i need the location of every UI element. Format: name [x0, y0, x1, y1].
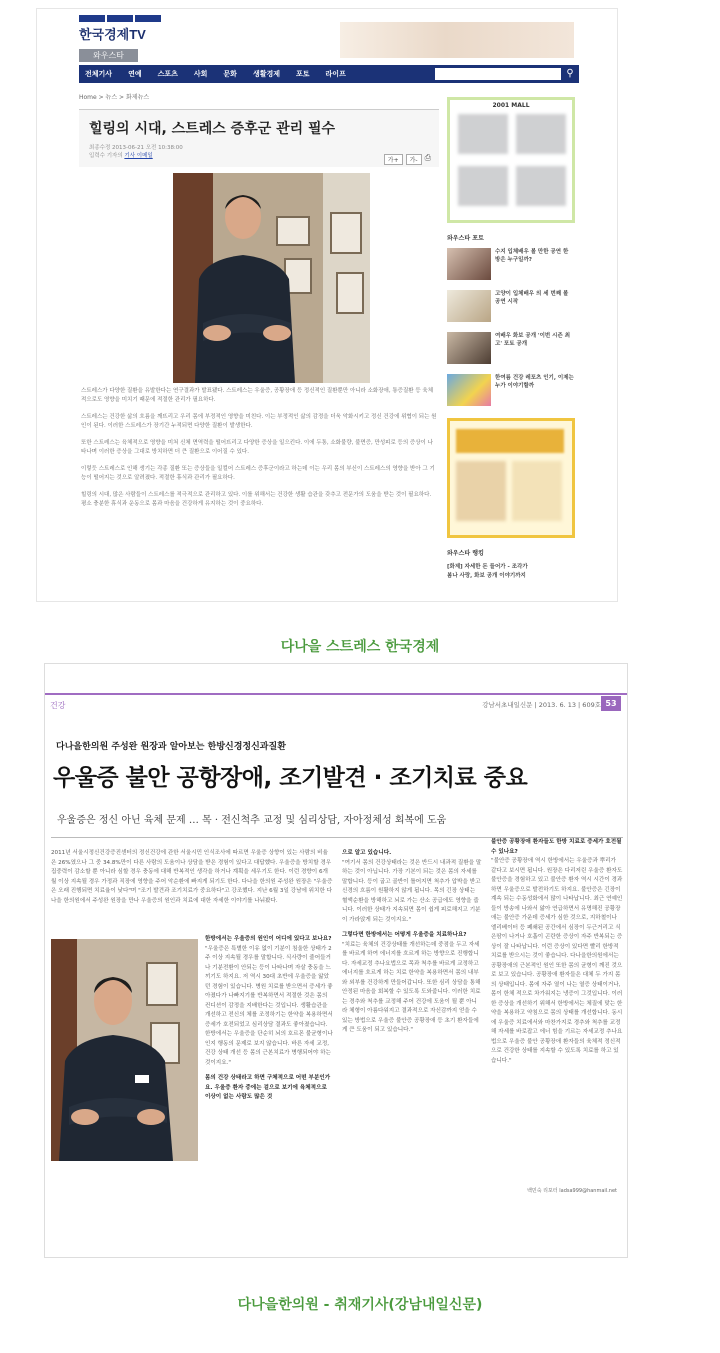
article-author: 입력수 기자의 — [89, 153, 123, 159]
news-clipping-hankyung — [36, 8, 618, 602]
reporter-byline: 백민숙 리포터 ladsa999@hanmail.net — [527, 1188, 617, 1194]
sidebar-ad[interactable] — [447, 418, 575, 538]
article-kicker: 다나을한의원 주성완 원장과 알아보는 한방신경정신과질환 — [56, 742, 286, 752]
answer-text: "우울증은 특별한 이유 없이 기분이 침울한 상태가 2주 이상 지속될 경우를 말합니다. 식사량이 줄어들거나 기분전환이 안되는 등이 나타나며 자살 충동을 느끼기도 하지요. 저 역시 30대 초반에 우울증을 앓았던 경험이 있습니다. 병원 치료를 받으면서 증세가 좋아졌다가 나빠지기를 반복하면서 적절한 것은 몸의 컨디션이 감정을 지배한다는 것입니다. 생활습관을 개선하고 전신의 체를 조정하기는 한약을 복용하면서 증세가 호전되었고 심리상담 결과도 좋아졌습니다. 한방에서는 우울증을 단순히 뇌의 호르몬 불균형이나 인지 행동의 문제로 보지 않습니다. 바른 자세 교정, 건강 상태 개선 등 몸의 근본치료가 병행되어야 하는 것이지요." — [205, 945, 333, 1066]
sidebar-news-item[interactable] — [447, 248, 575, 284]
nav-item[interactable]: 사회 — [193, 70, 208, 78]
mall-product[interactable] — [458, 166, 508, 206]
article-date: 최종수정 2013-06-21 오전 10:38:00 — [89, 145, 183, 151]
news-clipping-gangnam — [44, 663, 628, 1258]
intro-paragraph: 2011년 서울시정신건강증진센터의 정신건강에 관한 서울시민 인식조사에 따르면 우울증 상향이 있는 사람의 비율은 26%였으나 그 중 34.8%만이 다른 사람의 도움이나 상담을 받은 경험이 있다고 대답했다. 우울증을 방치할 경우 집중력이 감소할 뿐 아니라 심할 경우 충동에 대해 반복적인 생각을 하거나 계획을 세우기도 한다. 이런 경향이 6개월 이상 지속될 경우 가정과 직장에 영향을 주어 악순환에 빠지게 되기도 한다. 다나을 한의원 주성완 원장은 "우울증은 오래 진행되면 치료율이 낮다"며 "조기 발견과 조기치료가 중요하다"고 강조했다. 지난 6월 3일 강남에 위치한 다나을 한의원에서 주성완 원장을 만나 우울증의 원인과 치료에 대한 자세한 이야기를 나눠봤다. — [51, 850, 333, 904]
nav-item[interactable]: 연예 — [128, 70, 142, 78]
nav-item[interactable]: 문화 — [223, 70, 237, 78]
question-heading: 불안증 공황장애 환자들도 한방 치료로 증세가 호전될 수 있나요? — [491, 839, 622, 855]
nav-item[interactable]: 스포츠 — [157, 70, 178, 78]
question-continuation: 으로 알고 있습니다. — [342, 850, 392, 856]
answer-text: "여기서 몸의 건강상태라는 것은 반드시 내과적 질환을 말하는 것이 아닙니다. 가장 기본이 되는 것은 몸의 자세를 말합니다. 등이 굽고 골반이 틀어지면 척추가 압박을 받고 신경의 흐름이 원활하지 않게 됩니다. 목의 긴장 상태는 혈액순환을 방해하고 뇌로 가는 산소 공급에도 영향을 줍니다. 이러한 상태가 지속되면 몸이 쉽게 피로해지고 기분이 가라앉게 되는 것이지요." — [342, 859, 482, 923]
site-logo — [79, 15, 161, 62]
mall-title: 2001 MALL — [492, 102, 530, 109]
article-paragraph: 이렇듯 스트레스로 인해 생기는 각종 질환 또는 증상들을 일컬어 스트레스 증후군이라고 하는데 이는 우리 몸의 부신이 스트레스의 영향을 받아 그 기능이 떨어지는 것으로 알려졌다. 적절한 휴식과 관리가 필요하다. — [81, 466, 435, 481]
article-author-line — [89, 152, 183, 160]
article-paragraph: 스트레스는 건강한 삶의 흐름을 깨뜨리고 우리 몸에 부정적인 영향을 미친다. 이는 부정적인 삶의 감정을 더욱 악화시키고 정신 건강에 위협이 되는 원인이 된다. 이러한 스트레스가 장기간 누적되면 다양한 질환이 발생한다. — [81, 414, 437, 429]
sidebar-news-item[interactable] — [447, 332, 575, 368]
logo-subtitle: 와우스타 — [79, 49, 138, 62]
logo-tags — [79, 15, 161, 22]
column-qa-3 — [491, 838, 623, 1066]
answer-text: "치료는 육체의 건강상태를 개선하는데 중점을 두고 자세를 바르게 하여 에너지를 흐르게 하는 방향으로 진행합니다. 자세교정 추나요법으로 목과 척추를 바르게 교정하고 에너지를 흐르게 하는 치료 한약을 복용하면서 몸의 내부와 외부를 건강하게 만들어갑니다. 또한 심리 상담을 통해 안정된 마음을 회복할 수 있도록 도와줍니다. 이러한 치료는 경추와 척추를 교정해 주어 건강에 도움이 될 뿐 아니라 체형이 아름다워지고 결과적으로 자신감까지 얻을 수 있는 방법으로 우울증 불안증 공황장애 등 초기 환자들에게 큰 도움이 되고 있습니다." — [342, 941, 481, 1033]
search-input[interactable] — [435, 68, 561, 80]
answer-text: "불안증 공황장애 역시 한방에서는 우울증과 뿌리가 같다고 보시면 됩니다. 원장은 다리저린 우울증 환자도 불안증을 경험하고 있고 불안증 환자 역시 시간이 경과하면 우울증으로 발전하기도 하지요. 불안증은 긴장이 계속 되는 수동성화에서 많이 나타납니다. 최근 연예인들이 방송에 나와서 앓아 연급하면서 유명해진 공황장애는 불안증 가운데 증세가 심한 것으로, 지하철이나 엘리베이터 등 폐쇄된 공간에서 심장이 두근거리고 식은땀이 나거나 호흡이 곤란한 증상이 자주 반복되는 증상이 잘 나타납니다. 이런 증상이 있다면 빨리 한방적 치료를 받으시는 것이 좋습니다. 다나을한의원에서는 공황장애의 근본적인 원인 또한 몸의 균형이 깨진 것으로 보고 있습니다. 공황장애 환자들은 대체 두 가지 몸의 상태입니다. 몸에 자주 열이 나는 열증 상태이거나, 몸이 한체 적으로 차가워지는 냉증이 그것입니다. 이러한 증상을 개선하기 위해서 한방에서는 체질에 맞는 한약을 복용하고 약침으로 몸의 상태를 개선합니다. 동시에 우울증 치료에서와 마찬가지로 경추와 척추를 교정해 자세를 바로잡고 에너 힘을 기르는 자세교정 추나요법으로 우울증 불안 공황장애 환자들의 육체적 정신적으로 건강한 상태를 지속할 수 있도록 치료를 하고 있습니다." — [491, 858, 623, 1064]
ranking-item[interactable]: [화제] 자세한 돈 들어가 - 조각가 — [447, 564, 528, 570]
sidebar-news-title: 고양이 입체배우 의 세 번째 볼 공연 시작 — [495, 291, 569, 305]
news-thumbnail — [447, 374, 491, 406]
article-body — [81, 387, 437, 517]
top-banner-ad — [340, 22, 574, 58]
question-heading: 한방에서는 우울증의 원인이 어디에 있다고 보나요? — [205, 936, 332, 942]
nav-item[interactable]: 포토 — [296, 70, 310, 78]
column-qa-2 — [342, 849, 482, 1036]
ranking-list — [447, 563, 575, 581]
main-nav — [79, 65, 579, 83]
article-paragraph: 힐링의 시대, 많은 사람들이 스트레스를 적극적으로 관리하고 있다. 이를 위해서는 건강한 생활 습관을 갖추고 전문가의 도움을 받는 것이 필요하다. 평소 충분한 휴식과 운동으로 몸과 마음을 건강하게 유지하는 것이 중요하다. — [81, 492, 432, 507]
search-icon[interactable]: ⚲ — [566, 68, 574, 79]
article-header — [79, 109, 439, 167]
sidebar-section-title: 와우스타 랭킹 — [447, 550, 484, 557]
mall-box[interactable] — [447, 97, 575, 223]
article-headline: 힐링의 시대, 스트레스 증후군 관리 필수 — [89, 121, 336, 137]
sidebar-section-title: 와우스타 포토 — [447, 235, 484, 242]
article-paragraph: 또한 스트레스는 육체적으로 영향을 미쳐 신체 면역력을 떨어뜨리고 다양한 증상을 일으킨다. 이에 두통, 소화불량, 불면증, 만성피로 등의 증상이 나타나며 이러한 증상을 그대로 방치하면 더 큰 질환으로 이어질 수 있다. — [81, 440, 433, 455]
news-thumbnail — [447, 290, 491, 322]
nav-item[interactable]: 라이프 — [325, 70, 346, 78]
doctor-photo — [51, 939, 198, 1161]
news-thumbnail — [447, 248, 491, 280]
font-decrease-button[interactable]: 가- — [406, 154, 422, 165]
sidebar-news-title: 수지 입체배우 볼 만한 공연 한 방은 누구일까? — [495, 249, 569, 263]
question-heading: 그렇다면 한방에서는 어떻게 우울증을 치료하나요? — [342, 932, 467, 938]
sidebar-news-item[interactable] — [447, 374, 575, 410]
mall-product[interactable] — [516, 114, 566, 154]
caption-hankyung: 다나을 스트레스 한국경제 — [280, 639, 440, 655]
ranking-item[interactable]: 봄나 사랑, 화보 공개 이야기까지 — [447, 573, 526, 579]
column-qa-1 — [205, 935, 333, 1103]
section-bar — [45, 693, 628, 695]
email-link[interactable]: 기사 이메일 — [124, 153, 153, 159]
article-paragraph: 스트레스가 다양한 질환을 유발한다는 연구결과가 발표됐다. 스트레스는 우울증, 공황장애 등 정신적인 질환뿐만 아니라 소화장애, 통증질환 등 육체적으로도 영향을 미치기 때문에 적절한 관리가 필요하다. — [81, 388, 434, 403]
print-icon[interactable]: ⎙ — [424, 153, 431, 162]
logo-text: 한국경제TV — [79, 27, 146, 42]
sidebar-news-title: 여배우 화보 공개 '이번 시즌 최고' 포토 공개 — [495, 333, 571, 347]
news-thumbnail — [447, 332, 491, 364]
article-meta — [89, 144, 183, 160]
article-photo — [173, 173, 370, 383]
mall-product[interactable] — [516, 166, 566, 206]
nav-item[interactable]: 전체기사 — [85, 70, 113, 78]
breadcrumb: Home > 뉴스 > 화제뉴스 — [79, 94, 150, 101]
sidebar-news-title: 한여름 건강 레포츠 인기, 이제는 누가 이야기할까 — [495, 375, 574, 389]
section-label: 건강 — [50, 701, 66, 710]
sidebar — [447, 97, 575, 581]
nav-item[interactable]: 생활경제 — [252, 70, 281, 78]
article-headline: 우울증 불안 공항장애, 조기발견 · 조기치료 중요 — [53, 765, 528, 791]
font-size-controls — [384, 154, 431, 165]
question-heading: 몸의 건강 상태라고 하면 구체적으로 어떤 부분인가요. 우울증 환자 중에는 겉으로 보기에 육체적으로 이상이 없는 사람도 많은 것 — [205, 1075, 331, 1100]
caption-gangnam: 다나을한의원 - 취재기사(강남내일신문) — [237, 1297, 483, 1313]
font-increase-button[interactable]: 가+ — [384, 154, 403, 165]
paper-meta: 강남서초내일신문 | 2013. 6. 13 | 609호 — [482, 701, 601, 709]
article-subhead: 우울증은 정신 아닌 육체 문제 … 목 · 전신척추 교정 및 심리상담, 자아정체성 회복에 도움 — [57, 815, 447, 826]
mall-product[interactable] — [458, 114, 508, 154]
page-number: 53 — [601, 696, 621, 711]
sidebar-news-item[interactable] — [447, 290, 575, 326]
